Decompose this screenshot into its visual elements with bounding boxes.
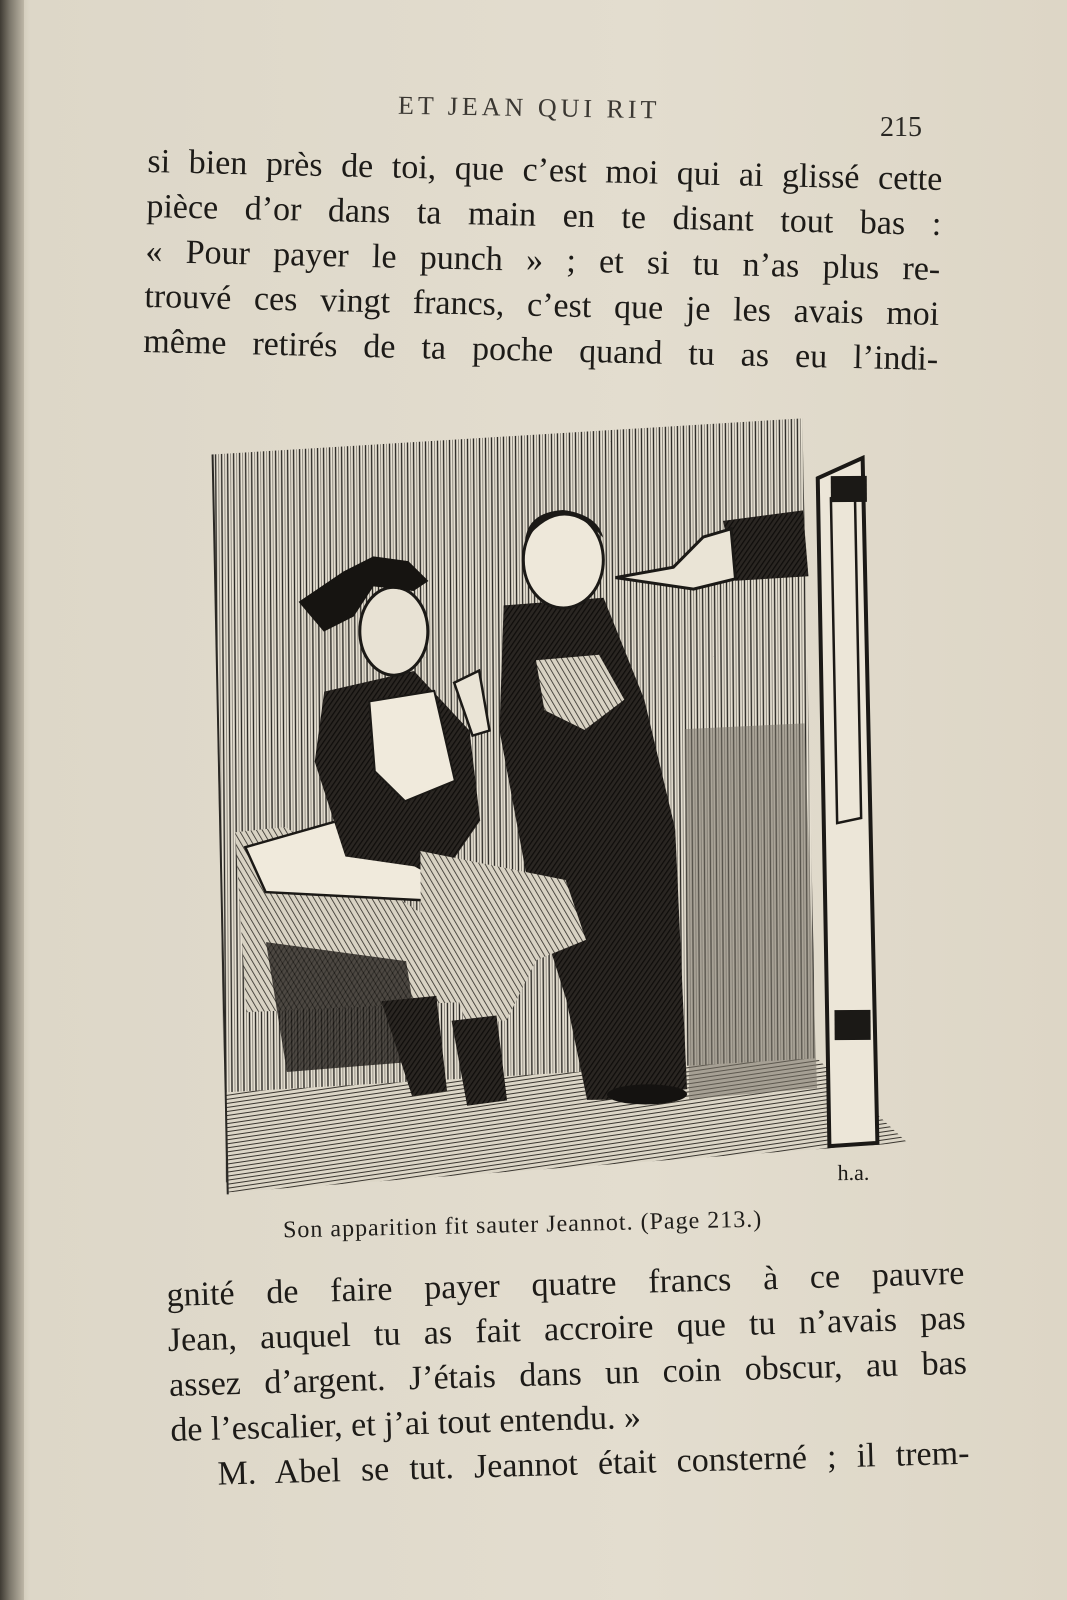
open-door xyxy=(818,458,878,1146)
text-line: trouvé ces vingt francs, c’est que je les avais moi xyxy=(144,277,940,333)
door-hinge xyxy=(834,1010,870,1040)
page-number: 215 xyxy=(880,112,922,143)
text-line: si bien près de toi, que c’est moi qui ai glissé cette xyxy=(147,142,943,199)
running-head: ET JEAN QUI RIT xyxy=(397,90,661,125)
seated-boy-head xyxy=(360,587,429,675)
text-line: même retirés de ta poche quand tu as eu l’indi- xyxy=(142,322,939,378)
body-text-bottom xyxy=(166,1251,970,1498)
book-gutter xyxy=(0,0,24,1600)
illustration-caption: Son apparition fit sauter Jeannot. (Page 213.) xyxy=(282,1206,763,1244)
artist-signature: h.a. xyxy=(837,1159,870,1186)
body-text-top xyxy=(143,139,943,382)
door-hinge xyxy=(831,476,867,502)
text-line: Jean, auquel tu as fait accroire que tu n’avais pas xyxy=(167,1299,967,1359)
text-line: pièce d’or dans ta main en te disant tout bas : xyxy=(146,187,942,244)
engraving-drawing xyxy=(202,397,928,1202)
text-line: assez d’argent. J’étais dans un coin obscur, au bas xyxy=(168,1344,968,1404)
text-line: « Pour payer le punch » ; et si tu n’as plus re- xyxy=(145,232,941,289)
engraving-illustration xyxy=(202,397,928,1202)
text-line: de l’escalier, et j’ai tout entendu. » xyxy=(169,1398,642,1449)
text-line: M. Abel se tut. Jeannot était consterné ; il trem- xyxy=(217,1434,970,1493)
text-line: gnité de faire payer quatre francs à ce pauvre xyxy=(166,1254,965,1314)
wall-panel xyxy=(684,723,817,1099)
